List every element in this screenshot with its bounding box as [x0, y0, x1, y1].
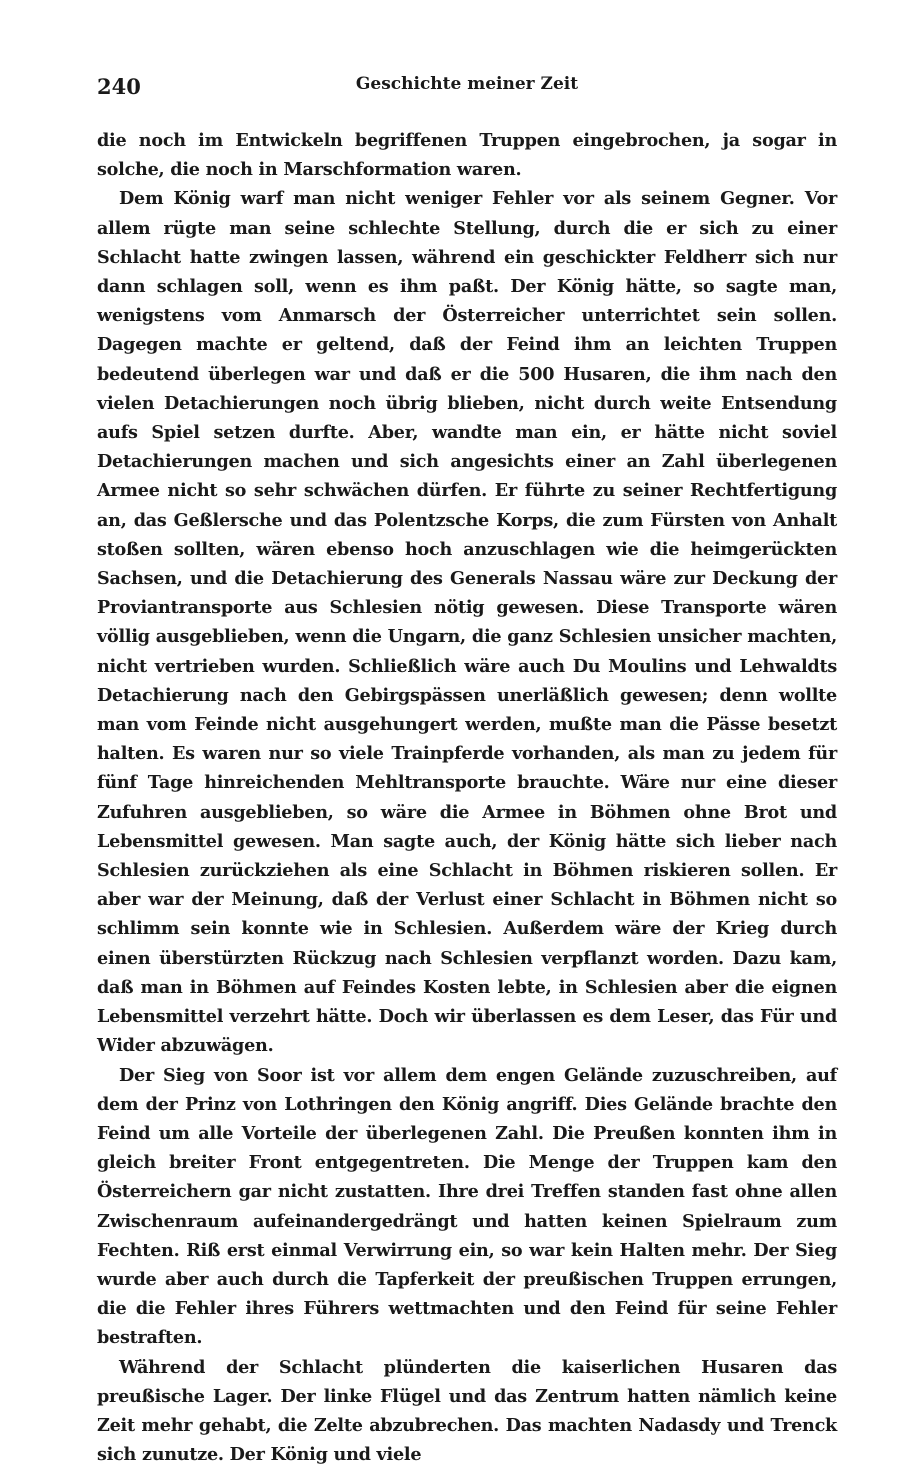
paragraph: Während der Schlacht plünderten die kaiserlichen Husaren das preußische Lager. Der linke Flügel und das Zentrum hatten nämlich keine Zeit mehr gehabt, die Zelte abzubrechen. Das machten Nadasdy und Trenck sich zunutze. Der König und viele — [97, 1356, 837, 1466]
page-number: 240 — [97, 74, 141, 99]
body-text — [97, 126, 837, 1469]
paragraph-continuation: die noch im Entwickeln begriffenen Truppen eingebrochen, ja sogar in solche, die noch in Marschformation waren. — [97, 130, 837, 181]
running-title: Geschichte meiner Zeit — [355, 74, 579, 94]
page-header — [97, 70, 837, 104]
paragraph: Dem König warf man nicht weniger Fehler vor als seinem Gegner. Vor allem rügte man seine schlechte Stellung, durch die er sich zu einer Schlacht hatte zwingen lassen, während ein geschickter Feldherr sich nur dann schlagen soll, wenn es ihm paßt. Der König hätte, so sagte man, wenigstens vom Anmarsch der Österreicher unterrichtet sein sollen. Dagegen machte er geltend, daß der Feind ihm an leichten Truppen bedeutend überlegen war und daß er die 500 Husaren, die ihm nach den vielen Detachierungen noch übrig blieben, nicht durch weite Entsendung aufs Spiel setzen durfte. Aber, wandte man ein, er hätte nicht soviel Detachierungen machen und sich angesichts einer an Zahl überlegenen Armee nicht so sehr schwächen dürfen. Er führte zu seiner Rechtfertigung an, das Geßlersche und das Polentzsche Korps, die zum Fürsten von Anhalt stoßen sollten, wären ebenso hoch anzuschlagen wie die heimgerückten Sachsen, und die Detachierung des Generals Nassau wäre zur Deckung der Proviantransporte aus Schlesien nötig gewesen. Diese Transporte wären völlig ausgeblieben, wenn die Ungarn, die ganz Schlesien unsicher machten, nicht vertrieben wurden. Schließlich wäre auch Du Moulins und Lehwaldts Detachierung nach den Gebirgspässen unerläßlich gewesen; denn wollte man vom Feinde nicht ausgehungert werden, mußte man die Pässe besetzt halten. Es waren nur so viele Trainpferde vorhanden, als man zu jedem für fünf Tage hinreichenden Mehltransporte brauchte. Wäre nur eine dieser Zufuhren ausgeblieben, so wäre die Armee in Böhmen ohne Brot und Lebensmittel gewesen. Man sagte auch, der König hätte sich lieber nach Schlesien zurückziehen als eine Schlacht in Böhmen riskieren sollen. Er aber war der Meinung, daß der Verlust einer Schlacht in Böhmen nicht so schlimm sein konnte wie in Schlesien. Außerdem wäre der Krieg durch einen überstürzten Rückzug nach Schlesien verpflanzt worden. Dazu kam, daß man in Böhmen auf Feindes Kosten lebte, in Schlesien aber die eignen Lebensmittel verzehrt hätte. Doch wir überlassen es dem Leser, das Für und Wider abzuwägen. — [97, 188, 837, 1057]
paragraph: Der Sieg von Soor ist vor allem dem engen Gelände zuzuschreiben, auf dem der Prinz von Lothringen den König angriff. Dies Gelände brachte den Feind um alle Vorteile der überlegenen Zahl. Die Preußen konnten ihm in gleich breiter Front entgegentreten. Die Menge der Truppen kam den Österreichern gar nicht zustatten. Ihre drei Treffen standen fast ohne allen Zwischenraum aufeinandergedrängt und hatten keinen Spielraum zum Fechten. Riß erst einmal Verwirrung ein, so war kein Halten mehr. Der Sieg wurde aber auch durch die Tapferkeit der preußischen Truppen errungen, die die Fehler ihres Führers wettmachten und den Feind für seine Fehler bestraften. — [97, 1064, 837, 1349]
